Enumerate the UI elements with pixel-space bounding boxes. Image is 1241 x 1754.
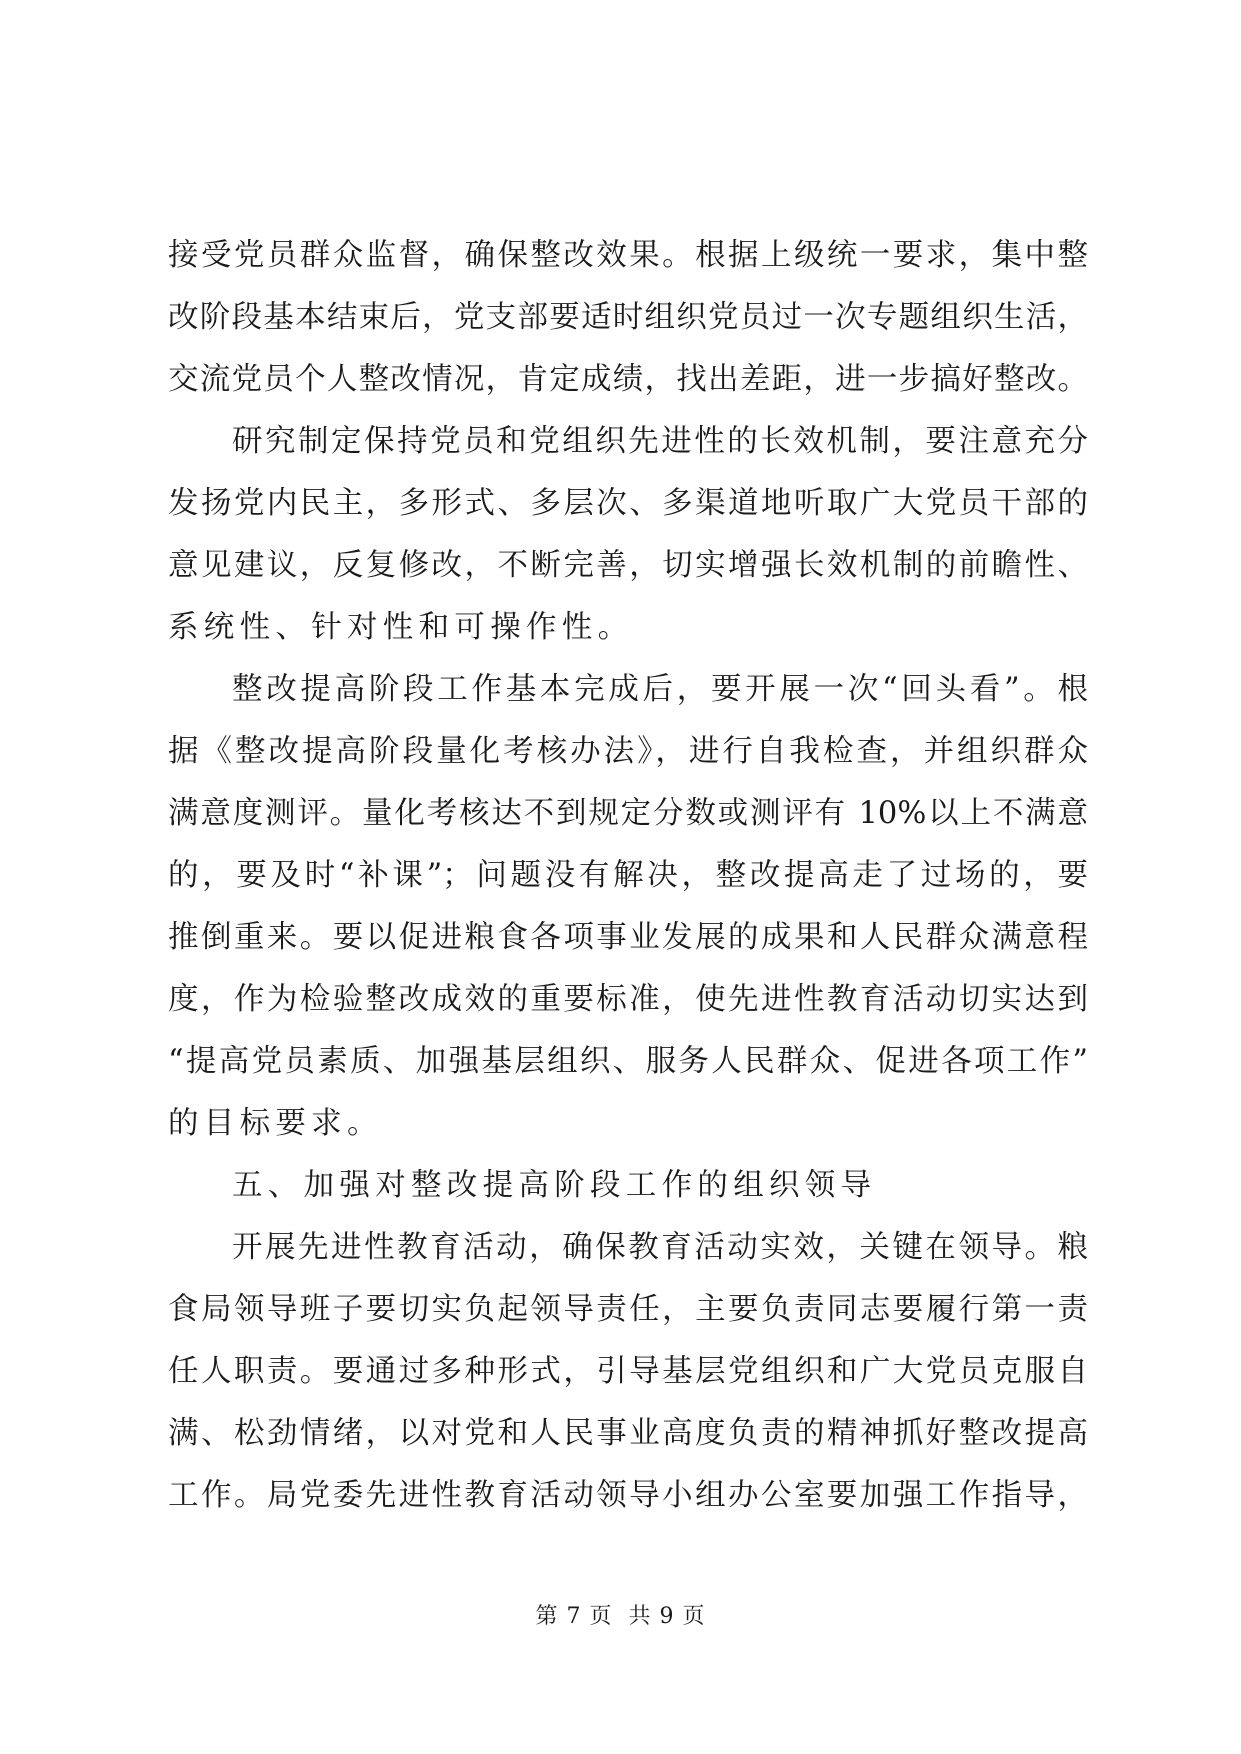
body-text-line: 满意度测评。量化考核达不到规定分数或测评有 10%以上不满意: [168, 796, 1088, 831]
paragraph-first-line: 开展先进性教育活动，确保教育活动实效，关键在领导。粮: [232, 1230, 1088, 1265]
paragraph-first-line: 整改提高阶段工作基本完成后，要开展一次“回头看”。根: [232, 672, 1088, 707]
body-text-line: “提高党员素质、加强基层组织、服务人民群众、促进各项工作”: [168, 1044, 1088, 1079]
body-text-line: 系统性、针对性和可操作性。: [168, 610, 634, 645]
body-text-line: 的目标要求。: [168, 1106, 383, 1141]
body-text-line: 交流党员个人整改情况，肯定成绩，找出差距，进一步搞好整改。: [168, 362, 1088, 397]
body-text-line: 的，要及时“补课”；问题没有解决，整改提高走了过场的，要: [168, 858, 1088, 893]
body-text-line: 食局领导班子要切实负起领导责任，主要负责同志要履行第一责: [168, 1292, 1088, 1327]
body-text-line: 据《整改提高阶段量化考核办法》，进行自我检查，并组织群众: [168, 734, 1088, 769]
body-text-line: 改阶段基本结束后，党支部要适时组织党员过一次专题组织生活，: [168, 300, 1088, 335]
body-text-line: 发扬党内民主，多形式、多层次、多渠道地听取广大党员干部的: [168, 486, 1088, 521]
body-text-line: 工作。局党委先进性教育活动领导小组办公室要加强工作指导，: [168, 1478, 1088, 1513]
body-text-line: 满、松劲情绪，以对党和人民事业高度负责的精神抓好整改提高: [168, 1416, 1088, 1451]
body-text-line: 推倒重来。要以促进粮食各项事业发展的成果和人民群众满意程: [168, 920, 1088, 955]
body-text-line: 接受党员群众监督，确保整改效果。根据上级统一要求，集中整: [168, 238, 1088, 273]
body-text-line: 度，作为检验整改成效的重要标准，使先进性教育活动切实达到: [168, 982, 1088, 1017]
paragraph-first-line: 研究制定保持党员和党组织先进性的长效机制，要注意充分: [232, 424, 1088, 459]
body-text-line: 任人职责。要通过多种形式，引导基层党组织和广大党员克服自: [168, 1354, 1088, 1389]
body-text-line: 意见建议，反复修改，不断完善，切实增强长效机制的前瞻性、: [168, 548, 1088, 583]
section-heading: 五、加强对整改提高阶段工作的组织领导: [232, 1168, 877, 1203]
page-number-footer: 第 7 页 共 9 页: [535, 1604, 706, 1629]
